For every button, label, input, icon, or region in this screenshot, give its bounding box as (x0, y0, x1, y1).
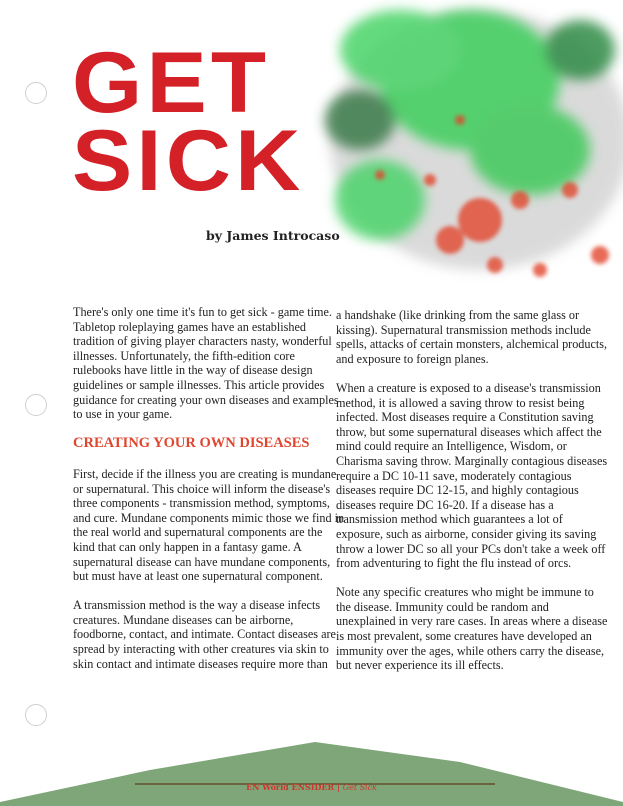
body-paragraph: A transmission method is the way a disease infects creatures. Mundane diseases can be airborne, foodborne, contact, and intimate. Contact diseases are spread by interacting with other creatures via skin to skin contact and intimate diseases require more than (73, 598, 336, 671)
footer-separator: | (336, 782, 340, 792)
page-footer (0, 782, 623, 792)
body-paragraph: First, decide if the illness you are creating is mundane or supernatural. This choice will inform the disease's three components - transmission method, symptoms, and cure. Mundane components mimic those we find in the real world and supernatural components are the kind that can only happen in a fantasy game. A supernatural disease can have mundane components, but must have at least one supernatural component. (73, 466, 345, 584)
binder-hole-icon (25, 394, 47, 416)
binder-hole-icon (25, 82, 47, 104)
right-column (336, 308, 608, 687)
left-column (73, 305, 345, 686)
title-line-2: SICK (72, 113, 305, 209)
footer-mountain-band (0, 740, 623, 806)
article-title (72, 35, 305, 209)
disease-splatter-illustration (280, 0, 623, 300)
footer-article-name: Get Sick (342, 783, 377, 792)
body-paragraph: When a creature is exposed to a disease's transmission method, it is allowed a saving throw to resist being infected. Most diseases require a Constitution saving throw, but some supernatural diseases which affect the mind could require an Intelligence, Wisdom, or Charisma saving throw. Marginally contagious diseases require a DC 10-11 save, moderately contagious diseases require DC 12-15, and highly contagious diseases require DC 16-20. If a disease has a transmission method which guarantees a lot of exposure, such as airborne, consider giving its saving throw a lower DC so all your PCs don't take a week off from adventuring to fight the flu instead of orcs. (336, 380, 608, 571)
body-paragraph: a handshake (like drinking from the same glass or kissing). Supernatural transmission methods include spells, attacks of certain monsters, alchemical products, and exposure to foreign planes. (336, 308, 608, 366)
section-heading: CREATING YOUR OWN DISEASES (73, 435, 310, 452)
title-line-1: GET (72, 35, 271, 131)
intro-paragraph: There's only one time it's fun to get sick - game time. Tabletop roleplaying games have an established tradition of giving player characters nasty, wonderful illnesses. Unfortunately, the fifth-edition core rulebooks have little in the way of disease design guidelines or sample illnesses. This article provides guidance for creating your own diseases and examples to use in your game. (73, 305, 339, 422)
binder-hole-icon (25, 704, 47, 726)
footer-publication: EN World ENSIDER (246, 782, 335, 792)
body-paragraph: Note any specific creatures who might be immune to the disease. Immunity could be random and unexplained in very rare cases. In areas where a disease is most prevalent, some creatures have developed an immunity over the ages, while others carry the disease, but never experience its ill effects. (336, 585, 608, 673)
byline: by James Introcaso (206, 228, 340, 243)
